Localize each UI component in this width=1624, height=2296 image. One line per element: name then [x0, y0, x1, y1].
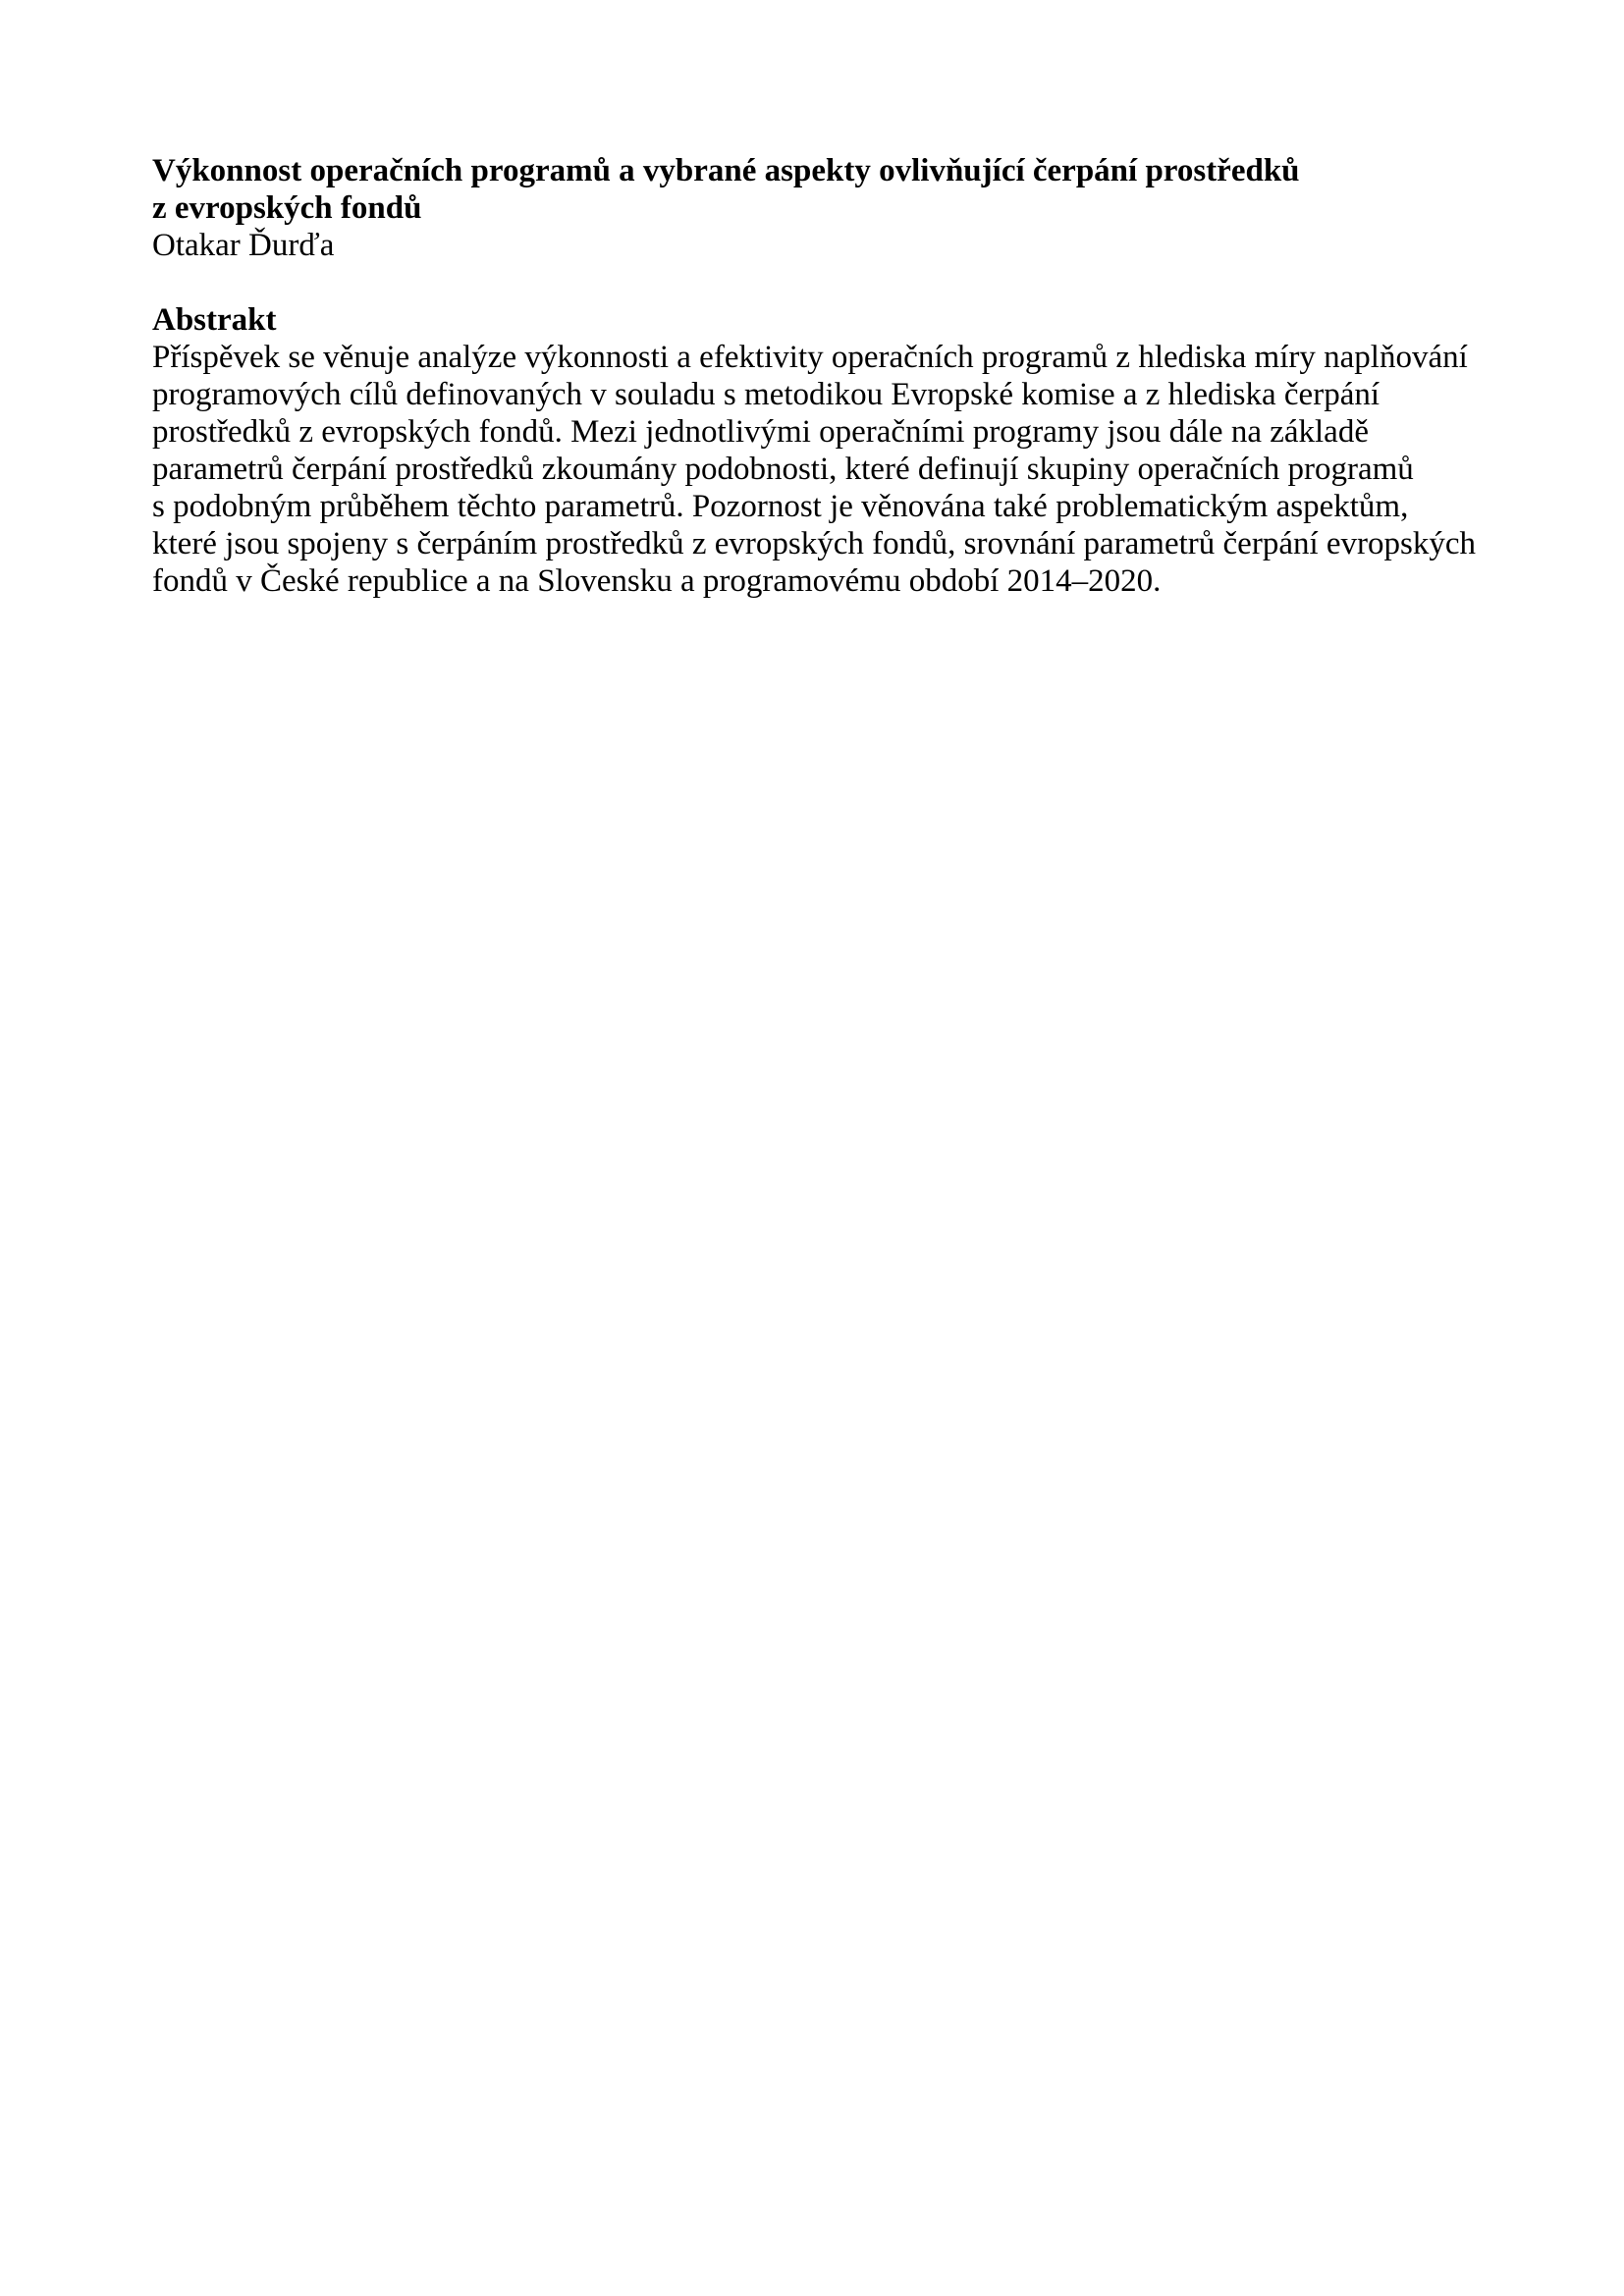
abstract-line: programových cílů definovaných v souladu s metodikou Evropské komise a z hlediska čerpání	[152, 377, 1380, 412]
author-name: Otakar Ďurďa	[152, 228, 335, 263]
abstract-line: fondů v České republice a na Slovensku a programovému období 2014–2020.	[152, 563, 1162, 599]
paper-title-line-1: Výkonnost operačních programů a vybrané aspekty ovlivňující čerpání prostředků	[152, 153, 1300, 188]
abstract-line: Příspěvek se věnuje analýze výkonnosti a efektivity operačních programů z hlediska míry naplňování	[152, 340, 1468, 375]
blank-line	[152, 264, 1516, 301]
abstract-line: prostředků z evropských fondů. Mezi jednotlivými operačními programy jsou dále na základě	[152, 414, 1369, 450]
paper-title-line-2: z evropských fondů	[152, 190, 422, 226]
abstract-heading: Abstrakt	[152, 302, 277, 338]
abstract-paragraph	[152, 339, 1516, 600]
abstract-line: které jsou spojeny s čerpáním prostředků z evropských fondů, srovnání parametrů čerpání evropských	[152, 526, 1477, 561]
paper-title	[152, 152, 1516, 227]
abstract-line: parametrů čerpání prostředků zkoumány podobnosti, které definují skupiny operačních programů	[152, 452, 1414, 487]
abstract-line: s podobným průběhem těchto parametrů. Pozornost je věnována také problematickým aspektům,	[152, 489, 1409, 524]
